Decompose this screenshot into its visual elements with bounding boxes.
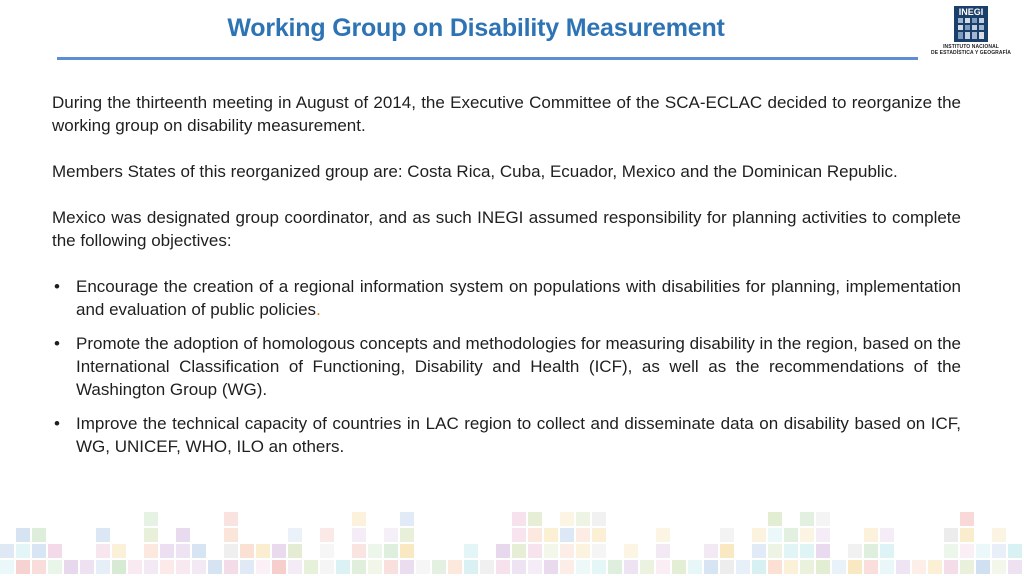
mosaic-tile — [800, 512, 814, 526]
mosaic-tile — [528, 512, 542, 526]
mosaic-tile — [160, 544, 174, 558]
mosaic-tile — [192, 560, 206, 574]
mosaic-tile — [528, 560, 542, 574]
mosaic-tile — [0, 560, 14, 574]
mosaic-tile — [512, 512, 526, 526]
mosaic-tile — [544, 528, 558, 542]
objective-text: Improve the technical capacity of countries in LAC region to collect and disseminate data on disability based on ICF, WG, UNICEF, WHO, ILO an others. — [76, 414, 961, 456]
mosaic-tile — [816, 512, 830, 526]
mosaic-tile — [576, 528, 590, 542]
mosaic-tile — [112, 560, 126, 574]
mosaic-tile — [880, 544, 894, 558]
mosaic-tile — [560, 544, 574, 558]
bullet-icon: • — [54, 334, 60, 353]
mosaic-tile — [464, 560, 478, 574]
mosaic-tile — [16, 528, 30, 542]
mosaic-tile — [400, 528, 414, 542]
mosaic-tile — [400, 560, 414, 574]
mosaic-tile — [464, 544, 478, 558]
mosaic-tile — [672, 560, 686, 574]
mosaic-tile — [176, 560, 190, 574]
list-item — [52, 275, 961, 321]
list-item — [52, 412, 961, 458]
bullet-icon: • — [54, 414, 60, 433]
mosaic-tile — [384, 528, 398, 542]
page-title: Working Group on Disability Measurement — [227, 14, 725, 42]
mosaic-tile — [176, 528, 190, 542]
mosaic-tile — [928, 560, 942, 574]
inegi-logo — [928, 6, 1014, 58]
mosaic-tile — [64, 560, 78, 574]
paragraph-meeting: During the thirteenth meeting in August of 2014, the Executive Committee of the SCA-ECLAC decided to reorganize the working group on disability measurement. — [52, 93, 961, 135]
mosaic-tile — [800, 560, 814, 574]
mosaic-tile — [144, 560, 158, 574]
mosaic-tile — [640, 560, 654, 574]
mosaic-tile — [48, 560, 62, 574]
mosaic-tile — [976, 560, 990, 574]
mosaic-tile — [288, 528, 302, 542]
list-item — [52, 332, 961, 401]
logo-line-2: DE ESTADÍSTICA Y GEOGRAFÍA — [931, 50, 1011, 56]
mosaic-tile — [352, 528, 366, 542]
mosaic-tile — [720, 544, 734, 558]
mosaic-tile — [496, 544, 510, 558]
mosaic-tile — [656, 560, 670, 574]
mosaic-tile — [448, 560, 462, 574]
mosaic-tile — [864, 528, 878, 542]
mosaic-tile — [208, 560, 222, 574]
mosaic-tile — [816, 560, 830, 574]
mosaic-tile — [912, 560, 926, 574]
mosaic-tile — [944, 544, 958, 558]
mosaic-tile — [1008, 560, 1022, 574]
mosaic-tile — [288, 560, 302, 574]
mosaic-tile — [352, 512, 366, 526]
mosaic-tile — [256, 560, 270, 574]
mosaic-tile — [528, 544, 542, 558]
mosaic-tile — [832, 560, 846, 574]
mosaic-tile — [400, 544, 414, 558]
mosaic-tile — [656, 544, 670, 558]
mosaic-tile — [864, 544, 878, 558]
bullet-icon: • — [54, 277, 60, 296]
mosaic-tile — [0, 544, 14, 558]
mosaic-tile — [336, 560, 350, 574]
mosaic-tile — [592, 560, 606, 574]
mosaic-tile — [896, 560, 910, 574]
mosaic-tile — [272, 560, 286, 574]
mosaic-tile — [384, 544, 398, 558]
mosaic-tile — [320, 560, 334, 574]
mosaic-tile — [224, 512, 238, 526]
logo-line-1: INSTITUTO NACIONAL — [943, 44, 999, 50]
mosaic-tile — [128, 560, 142, 574]
mosaic-tile — [480, 560, 494, 574]
mosaic-tile — [592, 544, 606, 558]
mosaic-tile — [880, 560, 894, 574]
mosaic-tile — [768, 528, 782, 542]
mosaic-tile — [416, 560, 430, 574]
mosaic-tile — [512, 544, 526, 558]
mosaic-tile — [704, 560, 718, 574]
mosaic-tile — [48, 544, 62, 558]
mosaic-tile — [16, 544, 30, 558]
mosaic-tile — [704, 544, 718, 558]
mosaic-tile — [224, 544, 238, 558]
mosaic-tile — [752, 544, 766, 558]
mosaic-tile — [240, 544, 254, 558]
mosaic-tile — [784, 544, 798, 558]
logo-caption — [928, 44, 1014, 56]
mosaic-tile — [576, 560, 590, 574]
mosaic-tile — [144, 528, 158, 542]
mosaic-tile — [384, 560, 398, 574]
mosaic-tile — [656, 528, 670, 542]
mosaic-tile — [192, 544, 206, 558]
mosaic-tile — [32, 528, 46, 542]
mosaic-tile — [624, 544, 638, 558]
mosaic-tile — [560, 560, 574, 574]
mosaic-tile — [768, 560, 782, 574]
mosaic-tile — [528, 528, 542, 542]
mosaic-tile — [944, 528, 958, 542]
mosaic-tile — [608, 560, 622, 574]
mosaic-tile — [432, 560, 446, 574]
mosaic-tile — [624, 560, 638, 574]
mosaic-tile — [368, 560, 382, 574]
mosaic-tile — [512, 528, 526, 542]
body-content — [52, 91, 961, 469]
mosaic-tile — [800, 544, 814, 558]
mosaic-tile — [256, 544, 270, 558]
mosaic-tile — [160, 560, 174, 574]
mosaic-tile — [576, 544, 590, 558]
mosaic-tile — [592, 512, 606, 526]
objective-text: Promote the adoption of homologous concepts and methodologies for measuring disability in the region, based on the International Classification of Functioning, Disability and Health (ICF), as well as the recommendations of the Washington Group (WG). — [76, 334, 961, 399]
mosaic-tile — [720, 528, 734, 542]
mosaic-tile — [816, 528, 830, 542]
mosaic-tile — [880, 528, 894, 542]
mosaic-tile — [752, 560, 766, 574]
accent-period: . — [316, 300, 321, 319]
mosaic-tile — [96, 544, 110, 558]
mosaic-tile — [752, 528, 766, 542]
mosaic-tile — [288, 544, 302, 558]
mosaic-tile — [224, 560, 238, 574]
paragraph-coordinator: Mexico was designated group coordinator, and as such INEGI assumed responsibility for planning activities to complete the following objectives: — [52, 208, 961, 250]
mosaic-tile — [368, 544, 382, 558]
mosaic-tile — [32, 560, 46, 574]
mosaic-tile — [816, 544, 830, 558]
mosaic-tile — [320, 544, 334, 558]
mosaic-tile — [960, 560, 974, 574]
mosaic-tile — [992, 544, 1006, 558]
mosaic-tile — [320, 528, 334, 542]
mosaic-tile — [272, 544, 286, 558]
mosaic-tile — [848, 544, 862, 558]
objectives-list — [52, 275, 961, 458]
mosaic-tile — [352, 544, 366, 558]
mosaic-tile — [576, 512, 590, 526]
mosaic-tile — [560, 528, 574, 542]
mosaic-tile — [864, 560, 878, 574]
mosaic-tile — [768, 512, 782, 526]
mosaic-tile — [944, 560, 958, 574]
mosaic-tile — [736, 560, 750, 574]
mosaic-tile — [32, 544, 46, 558]
mosaic-tile — [960, 528, 974, 542]
mosaic-tile — [544, 544, 558, 558]
mosaic-tile — [96, 560, 110, 574]
mosaic-tile — [544, 560, 558, 574]
paragraph-members: Members States of this reorganized group are: Costa Rica, Cuba, Ecuador, Mexico and the Dominican Republic. — [52, 162, 898, 181]
mosaic-tile — [768, 544, 782, 558]
mosaic-tile — [80, 560, 94, 574]
mosaic-tile — [144, 512, 158, 526]
mosaic-tile — [112, 544, 126, 558]
mosaic-tile — [848, 560, 862, 574]
logo-wordmark: INEGI — [958, 7, 984, 17]
inegi-building-icon — [954, 6, 988, 42]
title-divider — [57, 57, 918, 60]
mosaic-tile — [960, 512, 974, 526]
mosaic-tile — [688, 560, 702, 574]
mosaic-tile — [400, 512, 414, 526]
mosaic-tile — [784, 560, 798, 574]
mosaic-tile — [784, 528, 798, 542]
mosaic-tile — [960, 544, 974, 558]
mosaic-tile — [176, 544, 190, 558]
mosaic-tile — [304, 560, 318, 574]
mosaic-tile — [1008, 544, 1022, 558]
mosaic-tile — [976, 544, 990, 558]
objective-text: Encourage the creation of a regional information system on populations with disabilities for planning, implementation and evaluation of public policies — [76, 277, 961, 319]
mosaic-tile — [800, 528, 814, 542]
mosaic-tile — [224, 528, 238, 542]
mosaic-tile — [720, 560, 734, 574]
mosaic-tile — [992, 560, 1006, 574]
mosaic-tile — [560, 512, 574, 526]
mosaic-tile — [592, 528, 606, 542]
mosaic-tile — [496, 560, 510, 574]
mosaic-tile — [16, 560, 30, 574]
decorative-mosaic-footer — [0, 500, 1024, 576]
mosaic-tile — [352, 560, 366, 574]
mosaic-tile — [512, 560, 526, 574]
mosaic-tile — [240, 560, 254, 574]
mosaic-tile — [144, 544, 158, 558]
mosaic-tile — [992, 528, 1006, 542]
mosaic-tile — [96, 528, 110, 542]
